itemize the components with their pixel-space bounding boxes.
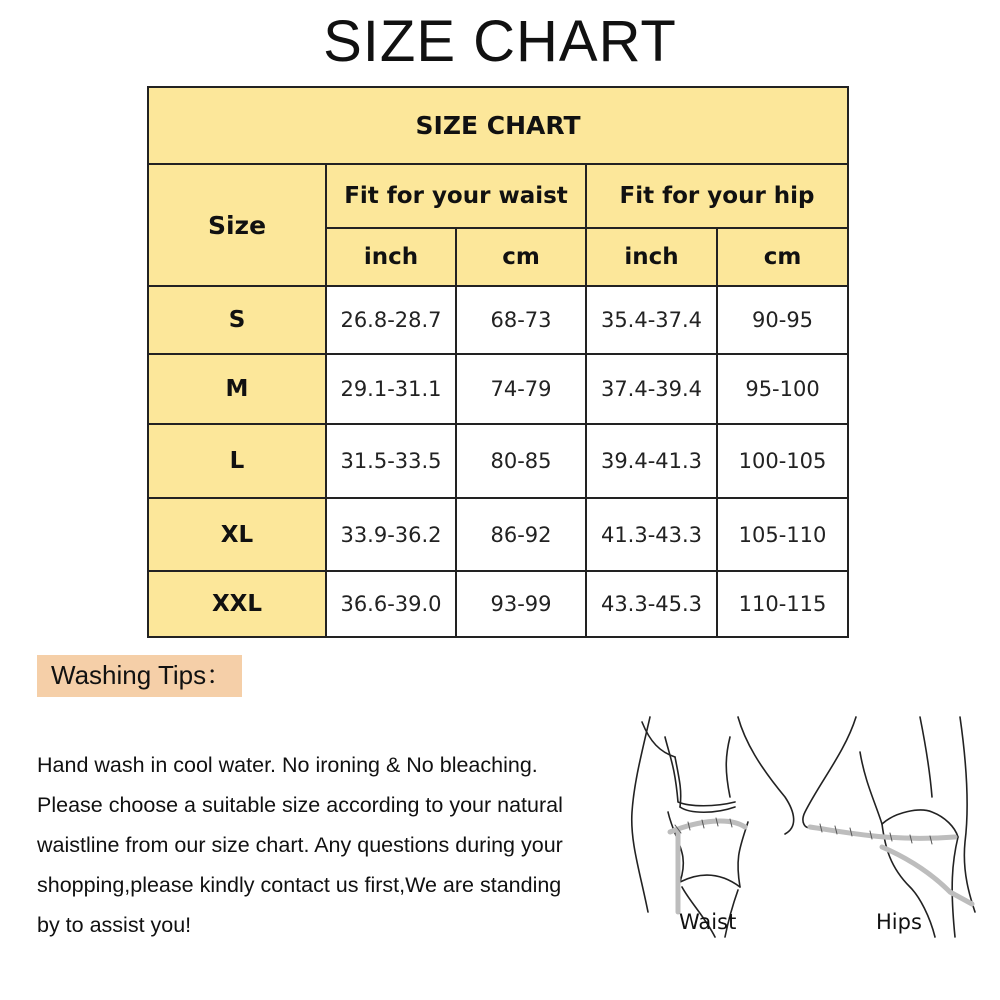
waist-figure-icon (632, 717, 794, 937)
tips-line: by to assist you! (37, 913, 192, 937)
hips-caption: Hips (876, 910, 922, 934)
page-title: SIZE CHART (323, 9, 677, 74)
size-label: XL (148, 498, 326, 571)
tips-line: Hand wash in cool water. No ironing & No bleaching. (37, 753, 538, 777)
table-cell: 74-79 (456, 354, 586, 424)
table-cell: 86-92 (456, 498, 586, 571)
table-cell: 43.3-45.3 (586, 571, 717, 637)
table-cell: 80-85 (456, 424, 586, 498)
table-cell: 93-99 (456, 571, 586, 637)
table-cell: 90-95 (717, 286, 848, 354)
unit-header-hip-inch: inch (586, 228, 717, 286)
unit-header-hip-cm: cm (717, 228, 848, 286)
size-column-header: Size (148, 164, 326, 286)
table-cell: 110-115 (717, 571, 848, 637)
table-row (148, 286, 848, 354)
table-title: SIZE CHART (148, 87, 848, 164)
size-label: XXL (148, 571, 326, 637)
table-row (148, 424, 848, 498)
hips-figure-icon (803, 717, 975, 937)
table-cell: 37.4-39.4 (586, 354, 717, 424)
table-cell: 31.5-33.5 (326, 424, 456, 498)
unit-header-waist-inch: inch (326, 228, 456, 286)
table-row (148, 354, 848, 424)
waist-caption: Waist (679, 910, 737, 934)
table-title-row (148, 87, 848, 164)
table-row (148, 498, 848, 571)
measurement-illustration (620, 712, 990, 942)
table-group-header-row (148, 164, 848, 228)
size-label: S (148, 286, 326, 354)
table-cell: 105-110 (717, 498, 848, 571)
size-label: L (148, 424, 326, 498)
table-cell: 68-73 (456, 286, 586, 354)
table-cell: 39.4-41.3 (586, 424, 717, 498)
table-cell: 33.9-36.2 (326, 498, 456, 571)
tips-line: waistline from our size chart. Any questions during your (37, 833, 563, 857)
table-row (148, 571, 848, 637)
washing-tips-label: Washing Tips： (37, 655, 242, 697)
table-cell: 26.8-28.7 (326, 286, 456, 354)
table-cell: 36.6-39.0 (326, 571, 456, 637)
washing-tips-text (37, 745, 612, 945)
table-cell: 35.4-37.4 (586, 286, 717, 354)
table-cell: 29.1-31.1 (326, 354, 456, 424)
table-cell: 95-100 (717, 354, 848, 424)
table-cell: 100-105 (717, 424, 848, 498)
tips-line: shopping,please kindly contact us first,We are standing (37, 873, 562, 897)
waist-group-header: Fit for your waist (326, 164, 586, 228)
tips-line: Please choose a suitable size according to your natural (37, 793, 563, 817)
unit-header-waist-cm: cm (456, 228, 586, 286)
table-cell: 41.3-43.3 (586, 498, 717, 571)
size-chart-table (147, 86, 849, 638)
size-label: M (148, 354, 326, 424)
hip-group-header: Fit for your hip (586, 164, 848, 228)
